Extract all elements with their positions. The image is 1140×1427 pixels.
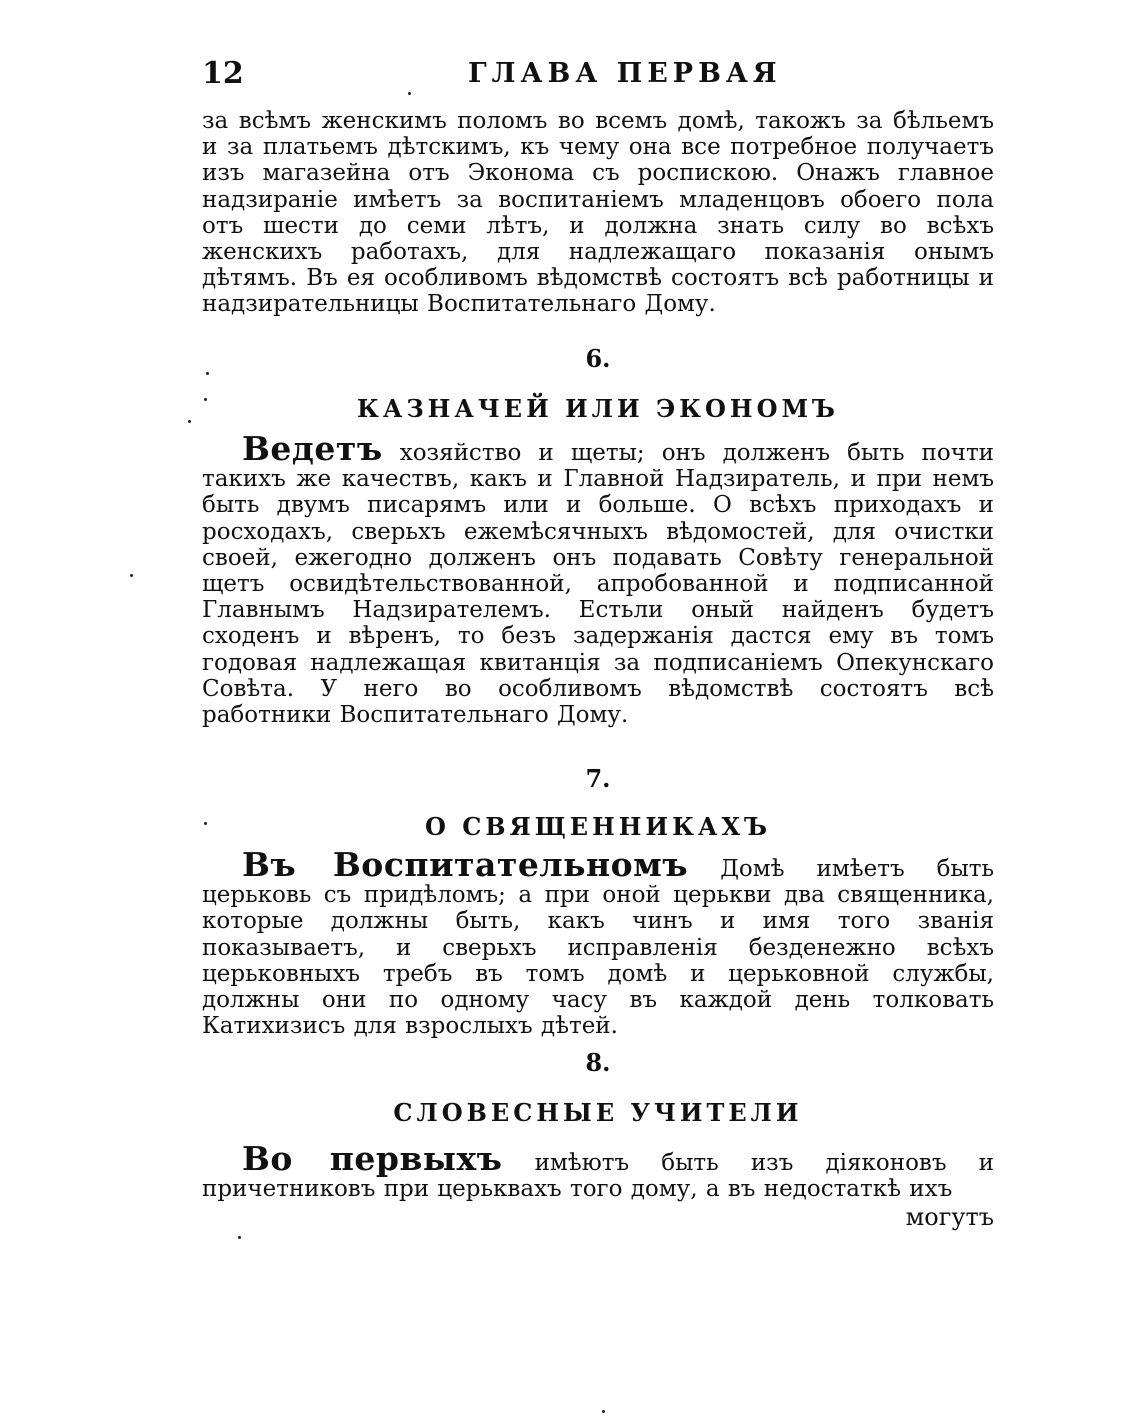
section-title-teachers: СЛОВЕСНЫЕ УЧИТЕЛИ	[393, 1098, 803, 1127]
scan-speck	[204, 398, 207, 401]
section-paragraph-priests	[202, 845, 995, 1040]
page-number: 12	[202, 56, 244, 91]
section-number-8: 8.	[585, 1048, 611, 1077]
scan-speck	[204, 822, 207, 825]
page-header	[200, 52, 1000, 92]
section-text: хозяйство и щеты; онъ долженъ быть почти такихъ же качествъ, какъ и Главной Надзиратель, и при немъ быть двумъ писарямъ или и больше. О всѣхъ приходахъ и росходахъ, сверьхъ ежемѣсячныхъ вѣдомостей, для очистки своей, ежегодно долженъ онъ подавать Совѣту генеральной щетъ освидѣтельствованной, апробованной и подписанной Главнымъ Надзирателемъ. Естьли оный найденъ будетъ сходенъ и вѣренъ, то безъ задержанія дастся ему въ томъ годовая надлежащая квитанція за подписаніемъ Опекунскаго Совѣта. У него во особливомъ вѣдомствѣ состоятъ всѣ работники Воспитательнаго Дому.	[202, 440, 994, 729]
section-paragraph-treasurer	[202, 429, 994, 729]
section-number-6: 6.	[585, 344, 611, 373]
lead-word: Во первыхъ	[242, 1139, 503, 1178]
scan-speck	[206, 372, 209, 375]
section-paragraph-teachers	[202, 1139, 994, 1203]
intro-paragraph: за всѣмъ женскимъ поломъ во всемъ домѣ, такожъ за бѣльемъ и за платьемъ дѣтскимъ, къ чему она все потребное получаетъ изъ магазейна отъ Эконома съ роспискою. Онажъ главное надзираніе имѣетъ за воспитаніемъ младенцовъ обоего пола отъ шести до семи лѣтъ, и должна знать силу во всѣхъ женскихъ работахъ, для надлежащаго показанія онымъ дѣтямъ. Въ ея особливомъ вѣдомствѣ состоятъ всѣ работницы и надзирательницы Воспитательнаго Дому.	[202, 108, 994, 318]
section-text: имѣютъ быть изъ діяконовъ и причетниковъ при церьквахъ того дому, а въ недостаткѣ ихъ	[202, 1150, 994, 1203]
scan-speck	[130, 574, 133, 577]
section-title-treasurer: КАЗНАЧЕЙ ИЛИ ЭКОНОМЪ	[356, 394, 839, 423]
section-number-7: 7.	[585, 764, 611, 793]
section-text: Домѣ имѣетъ быть церьковь съ придѣломъ; а при оной церькви два священника, которые должны быть, какъ чинъ и имя того званія показываетъ, и сверьхъ исправленія безденежно всѣхъ церьковныхъ требъ въ томъ домѣ и церьковной службы, должны они по одному часу въ каждой день толковать Катихизисъ для взрослыхъ дѣтей.	[202, 856, 995, 1040]
scan-speck	[238, 1236, 241, 1239]
catchword: могутъ	[905, 1203, 994, 1231]
running-head: ГЛАВА ПЕРВАЯ	[468, 58, 782, 89]
lead-word: Ведетъ	[242, 429, 383, 468]
scan-speck	[602, 1410, 605, 1413]
section-title-priests: О СВЯЩЕННИКАХЪ	[424, 812, 772, 841]
scan-speck	[408, 92, 411, 95]
scan-speck	[188, 420, 191, 423]
lead-word: Въ Воспитательномъ	[242, 845, 689, 884]
